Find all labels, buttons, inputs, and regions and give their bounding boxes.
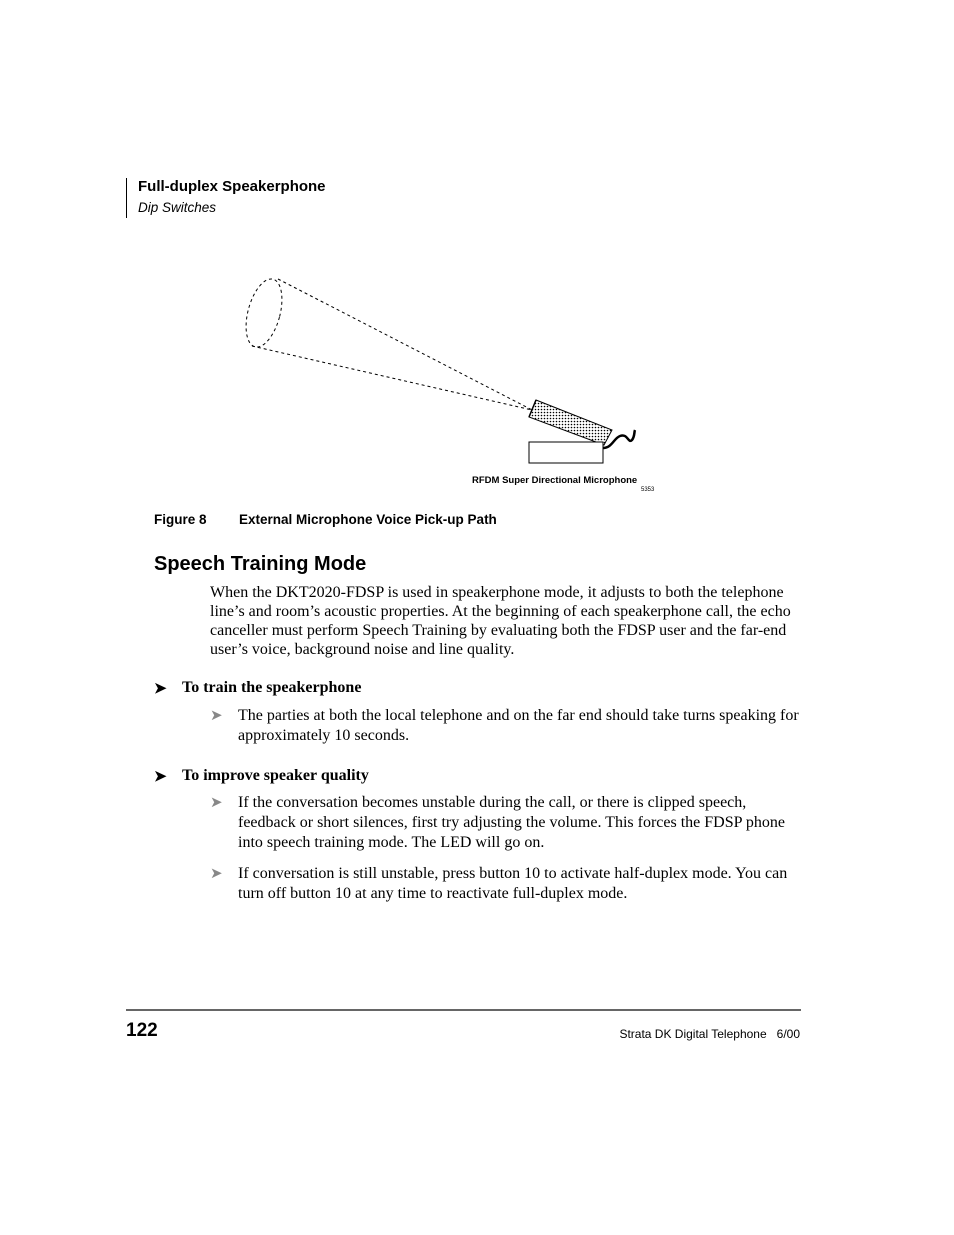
footer-rule — [126, 1009, 801, 1011]
intro-paragraph: When the DKT2020-FDSP is used in speakerphone mode, it adjusts to both the telephone line’s and room’s acoustic properties. At the beginning of each speakerphone call, the echo canceller must perform Speech Training by evaluating both the FDSP user and the far-end user’s voice, background noise and line quality. — [210, 584, 791, 658]
arrow-right-icon: ➤ — [154, 681, 167, 697]
figure-device-label: RFDM Super Directional Microphone — [472, 475, 638, 486]
pickup-path-lower — [252, 346, 532, 410]
section-subtitle: Dip Switches — [138, 200, 217, 215]
microphone-icon — [529, 400, 635, 463]
pickup-area-ellipse — [240, 275, 289, 351]
arrow-right-icon: ➤ — [210, 795, 223, 811]
procedure-step: ➤ If conversation is still unstable, press button 10 to activate half-duplex mode. You can turn off button 10 at any time to reactivate full-duplex mode. — [210, 865, 788, 902]
footer-doc-title: Strata DK Digital Telephone 6/00 — [619, 1027, 800, 1041]
procedure-step: ➤ The parties at both the local telephone and on the far end should take turns speaking for approximately 10 seconds. — [210, 707, 799, 744]
page-number: 122 — [126, 1020, 158, 1041]
figure-number: Figure 8 — [154, 512, 207, 527]
figure-code: 5353 — [641, 487, 655, 493]
procedure-step: ➤ If the conversation becomes unstable during the call, or there is clipped speech, feedback or short silences, first try adjusting the volume. This forces the FDSP phone into speech training mode. The LED will go on. — [210, 794, 786, 851]
section-heading: Speech Training Mode — [154, 553, 367, 575]
microphone-pickup-diagram — [240, 270, 670, 500]
arrow-right-icon: ➤ — [154, 769, 167, 785]
chapter-title: Full-duplex Speakerphone — [138, 178, 326, 195]
arrow-right-icon: ➤ — [210, 866, 223, 882]
arrow-right-icon: ➤ — [210, 708, 223, 724]
figure-title: External Microphone Voice Pick-up Path — [239, 512, 497, 527]
header-rule — [126, 178, 127, 218]
figure-caption — [154, 512, 497, 527]
pickup-path-upper — [278, 279, 536, 412]
